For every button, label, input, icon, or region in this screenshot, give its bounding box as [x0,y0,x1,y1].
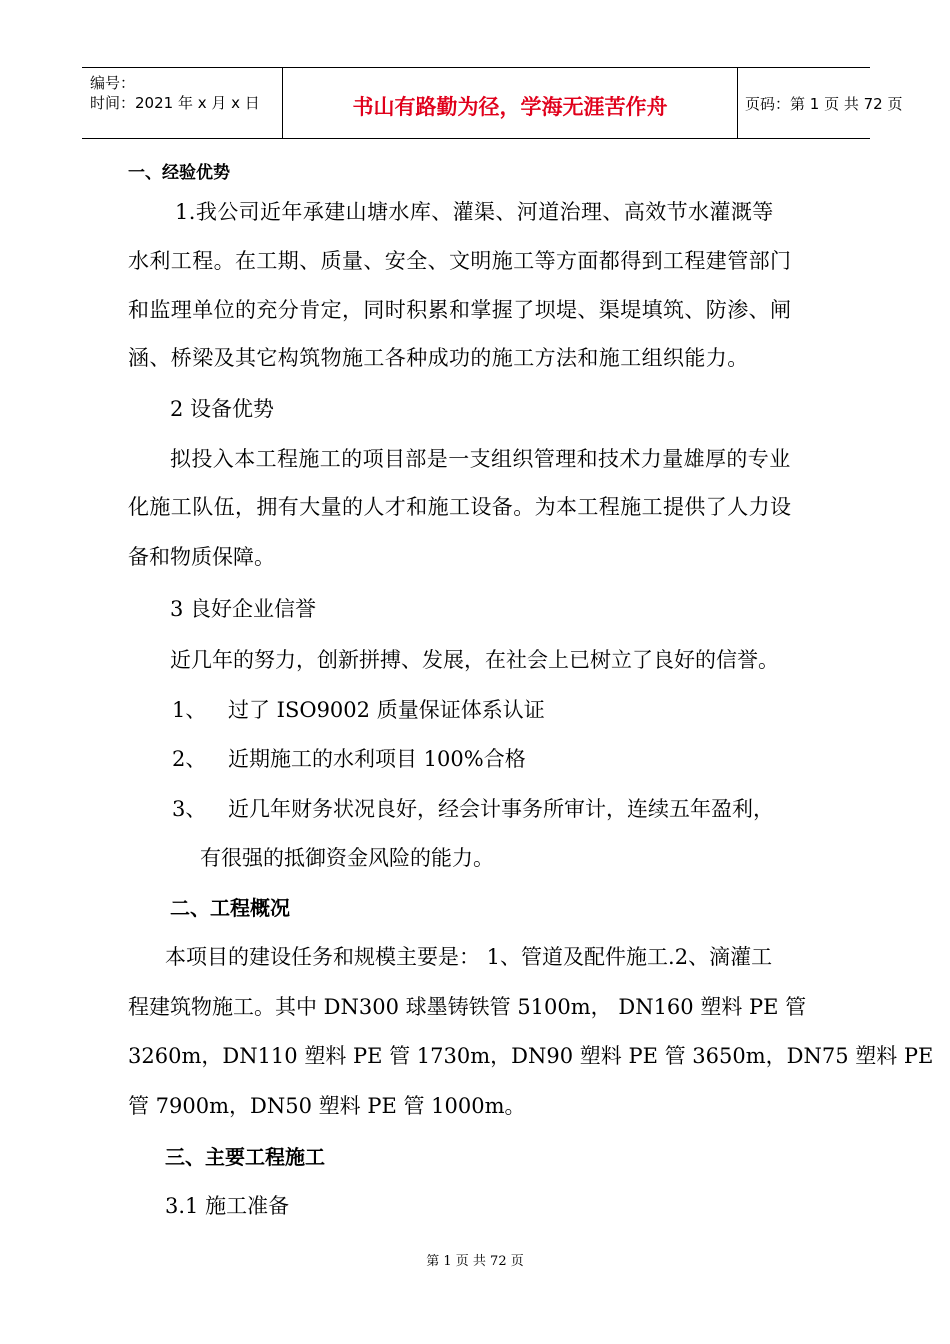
motto: 书山有路勤为径，学海无涯苦作舟 [352,95,668,119]
header-meta-cell [82,68,282,138]
paragraph-line: 备和物质保障。 [128,545,275,569]
paragraph-line: 程建筑物施工。其中 DN300 球墨铸铁管 5100m， DN160 塑料 PE 管 [128,995,807,1019]
list-item-continuation: 有很强的抵御资金风险的能力。 [200,846,494,870]
paragraph-line: 本项目的建设任务和规模主要是： 1、管道及配件施工.2、滴灌工 [165,945,773,969]
paragraph-line: 和监理单位的充分肯定，同时积累和掌握了坝堤、渠堤填筑、防渗、闸 [128,298,792,322]
paragraph-line: 3260m，DN110 塑料 PE 管 1730m，DN90 塑料 PE 管 3650m，DN75 塑料 PE [128,1044,934,1068]
paragraph-line: 管 7900m，DN50 塑料 PE 管 1000m。 [128,1094,526,1118]
paragraph-line: 拟投入本工程施工的项目部是一支组织管理和技术力量雄厚的专业 [170,447,791,471]
header-page-cell [737,68,903,138]
list-item: 近期施工的水利项目 100%合格 [228,747,526,771]
list-item: 过了 ISO9002 质量保证体系认证 [228,698,545,722]
page-header [82,67,903,139]
section-title-overview: 二、工程概况 [170,896,290,920]
section-title-experience: 一、经验优势 [128,163,230,183]
paragraph-line: 涵、桥梁及其它构筑物施工各种成功的施工方法和施工组织能力。 [128,346,749,370]
number-label: 编号： [90,74,136,92]
paragraph-line: 近几年的努力，创新拼搏、发展，在社会上已树立了良好的信誉。 [170,648,779,672]
list-number: 3、 [172,797,207,821]
page-footer: 第 1 页 共 72 页 [426,1254,524,1269]
paragraph-line: 1.我公司近年承建山塘水库、灌渠、河道治理、高效节水灌溉等 [175,200,774,224]
section-title-construction: 三、主要工程施工 [165,1145,325,1169]
page-number-label: 页码：第 1 页 共 72 页 [745,95,903,113]
list-item: 近几年财务状况良好，经会计事务所审计，连续五年盈利， [228,797,774,821]
paragraph-line: 水利工程。在工期、质量、安全、文明施工等方面都得到工程建管部门 [128,249,792,273]
list-number: 1、 [172,698,207,722]
subheading-equipment: 2 设备优势 [170,397,275,421]
subheading-reputation: 3 良好企业信誉 [170,597,317,621]
list-number: 2、 [172,747,207,771]
time-label: 时间：2021 年 x 月 x 日 [90,94,260,112]
paragraph-line: 化施工队伍，拥有大量的人才和施工设备。为本工程施工提供了人力设 [128,495,792,519]
subheading-preparation: 3.1 施工准备 [165,1194,290,1218]
header-motto-cell [282,68,738,138]
